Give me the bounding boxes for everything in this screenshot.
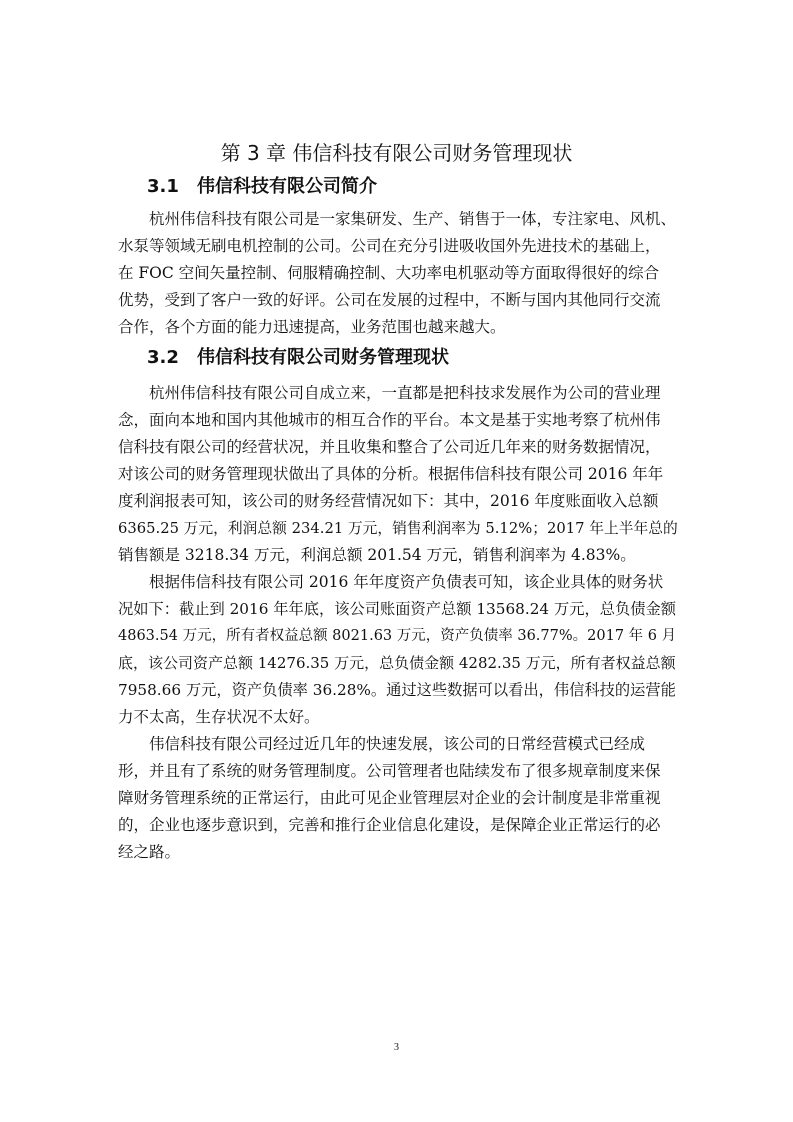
text-line: 信科技有限公司的经营状况，并且收集和整合了公司近几年来的财务数据情况， xyxy=(118,438,661,456)
text-line: 经之路。 xyxy=(118,843,181,861)
text-line: 优势，受到了客户一致的好评。公司在发展的过程中，不断与国内其他同行交流 xyxy=(118,291,661,309)
text-line: 销售额是 3218.34 万元，利润总额 201.54 万元，销售利润率为 4.83%。 xyxy=(118,546,636,564)
text-line: 伟信科技有限公司经过近几年的快速发展，该公司的日常经营模式已经成 xyxy=(149,735,646,753)
text-line: 杭州伟信科技有限公司是一家集研发、生产、销售于一体，专注家电、风机、 xyxy=(149,210,677,228)
text-line: 根据伟信科技有限公司 2016 年年度资产负债表可知，该企业具体的财务状 xyxy=(149,573,664,591)
text-line: 障财务管理系统的正常运行，由此可见企业管理层对企业的会计制度是非常重视 xyxy=(118,789,661,807)
text-line: 4863.54 万元，所有者权益总额 8021.63 万元，资产负债率 36.77%。2017 年 6 月 xyxy=(118,628,677,644)
text-line: 对该公司的财务管理现状做出了具体的分析。根据伟信科技有限公司 2016 年年 xyxy=(118,465,664,483)
text-line: 形，并且有了系统的财务管理制度。公司管理者也陆续发布了很多规章制度来保 xyxy=(118,762,661,780)
text-line: 水泵等领域无刷电机控制的公司。公司在充分引进吸收国外先进技术的基础上， xyxy=(118,237,661,255)
section-title: 伟信科技有限公司财务管理现状 xyxy=(197,347,449,368)
text-line: 7958.66 万元，资产负债率 36.28%。通过这些数据可以看出，伟信科技的运营能 xyxy=(118,681,676,699)
text-line: 度利润报表可知，该公司的财务经营情况如下：其中，2016 年度账面收入总额 xyxy=(118,492,659,510)
section-title: 伟信科技有限公司简介 xyxy=(197,176,377,197)
text-line: 况如下：截止到 2016 年年底，该公司账面资产总额 13568.24 万元，总负债金额 xyxy=(118,600,676,618)
text-line: 6365.25 万元，利润总额 234.21 万元，销售利润率为 5.12%；2017 年上半年总的 xyxy=(118,520,678,537)
text-line: 合作，各个方面的能力迅速提高，业务范围也越来越大。 xyxy=(118,318,506,336)
paragraph xyxy=(118,380,678,569)
section-number: 3.1 xyxy=(147,176,179,197)
text-line: 力不太高，生存状况不太好。 xyxy=(118,708,320,726)
text-line: 底，该公司资产总额 14276.35 万元，总负债金额 4282.35 万元，所有者权益总额 xyxy=(118,654,676,672)
paragraph xyxy=(118,731,678,866)
chapter-title: 第 3 章 伟信科技有限公司财务管理现状 xyxy=(220,141,573,165)
section-number: 3.2 xyxy=(147,347,179,368)
page-number: 3 xyxy=(394,1042,399,1053)
text-line: 念，面向本地和国内其他城市的相互合作的平台。本文是基于实地考察了杭州伟 xyxy=(118,411,661,429)
paragraph xyxy=(118,206,678,341)
text-line: 在 FOC 空间矢量控制、伺服精确控制、大功率电机驱动等方面取得很好的综合 xyxy=(118,264,660,282)
paragraph xyxy=(118,569,678,731)
section-heading-3-1 xyxy=(147,174,377,200)
text-line: 的，企业也逐步意识到，完善和推行企业信息化建设，是保障企业正常运行的必 xyxy=(118,816,661,834)
text-line: 杭州伟信科技有限公司自成立来，一直都是把科技求发展作为公司的营业理 xyxy=(149,384,661,402)
section-heading-3-2 xyxy=(147,345,449,371)
